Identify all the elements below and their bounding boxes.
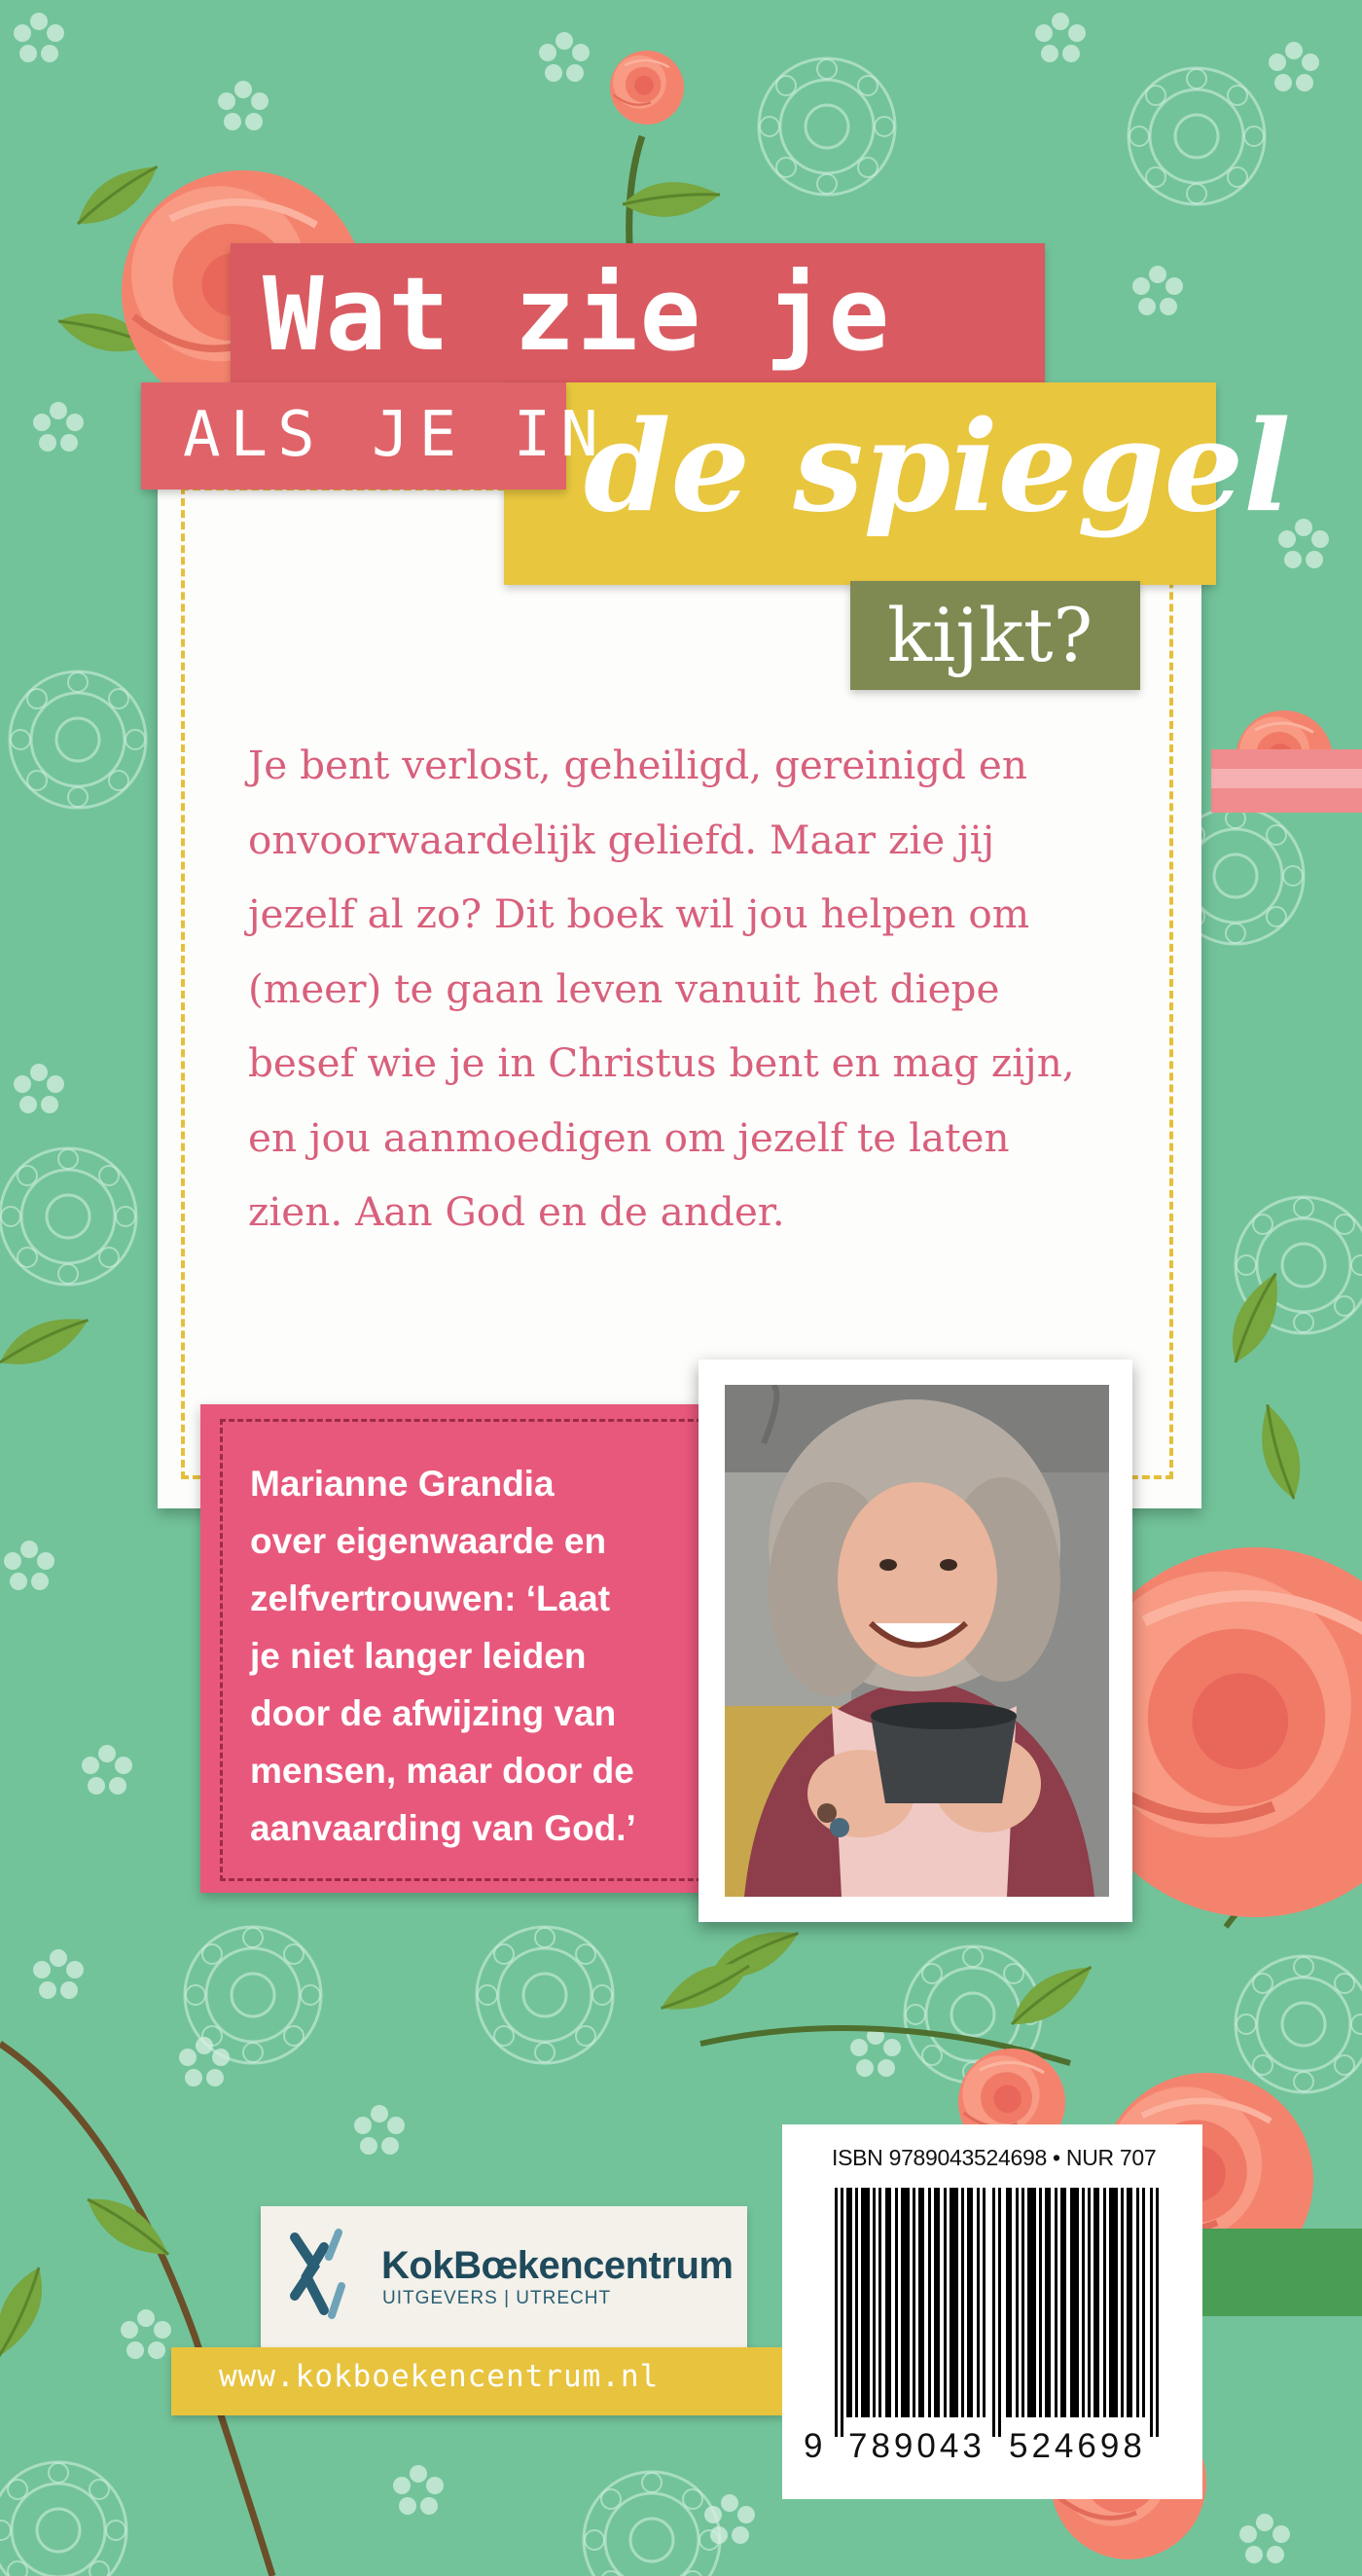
barcode-icon: [835, 2188, 1162, 2437]
title-line-3: de spiegel: [584, 394, 1291, 540]
blurb-line: zien. Aan God en de ander.: [248, 1188, 785, 1235]
blurb-line: Je bent verlost, geheiligd, gereinigd en: [248, 742, 1027, 788]
kok-logo-icon: [285, 2228, 353, 2325]
isbn-line: ISBN 9789043524698 • NUR 707: [832, 2145, 1157, 2170]
blurb-line: besef wie je in Christus bent en mag zijn,: [248, 1039, 1075, 1086]
author-quote: [250, 1455, 717, 1857]
title-line-1: Wat zie je: [263, 255, 892, 374]
title-line-2: ALS JE IN: [183, 399, 608, 471]
barcode-lead-digit: 9: [804, 2427, 823, 2465]
quote-line: mensen, maar door de: [250, 1751, 634, 1791]
publisher-name: KokBœkencentrum: [381, 2244, 734, 2287]
blurb-text: [248, 728, 1153, 1250]
quote-line: Marianne Grandia: [250, 1464, 555, 1504]
quote-line: over eigenwaarde en: [250, 1521, 607, 1561]
publisher-url[interactable]: www.kokboekencentrum.nl: [219, 2359, 660, 2394]
publisher-subtitle: UITGEVERS | UTRECHT: [382, 2288, 612, 2308]
quote-line: aanvaarding van God.’: [250, 1808, 636, 1848]
blurb-line: (meer) te gaan leven vanuit het diepe: [248, 964, 1000, 1012]
barcode-digits-right: 524698: [1009, 2427, 1146, 2465]
title-line-4: kijkt?: [887, 592, 1093, 678]
blurb-line: en jou aanmoedigen om jezelf te laten: [248, 1113, 1010, 1161]
quote-line: zelfvertrouwen: ‘Laat: [250, 1578, 611, 1618]
blurb-line: jezelf al zo? Dit boek wil jou helpen om: [248, 890, 1030, 937]
quote-line: je niet langer leiden: [250, 1636, 587, 1676]
quote-line: door de afwijzing van: [250, 1693, 617, 1733]
blurb-line: onvoorwaardelijk geliefd. Maar zie jij: [248, 816, 995, 863]
barcode-digits-left: 789043: [848, 2427, 986, 2465]
author-photo: [725, 1385, 1109, 1897]
